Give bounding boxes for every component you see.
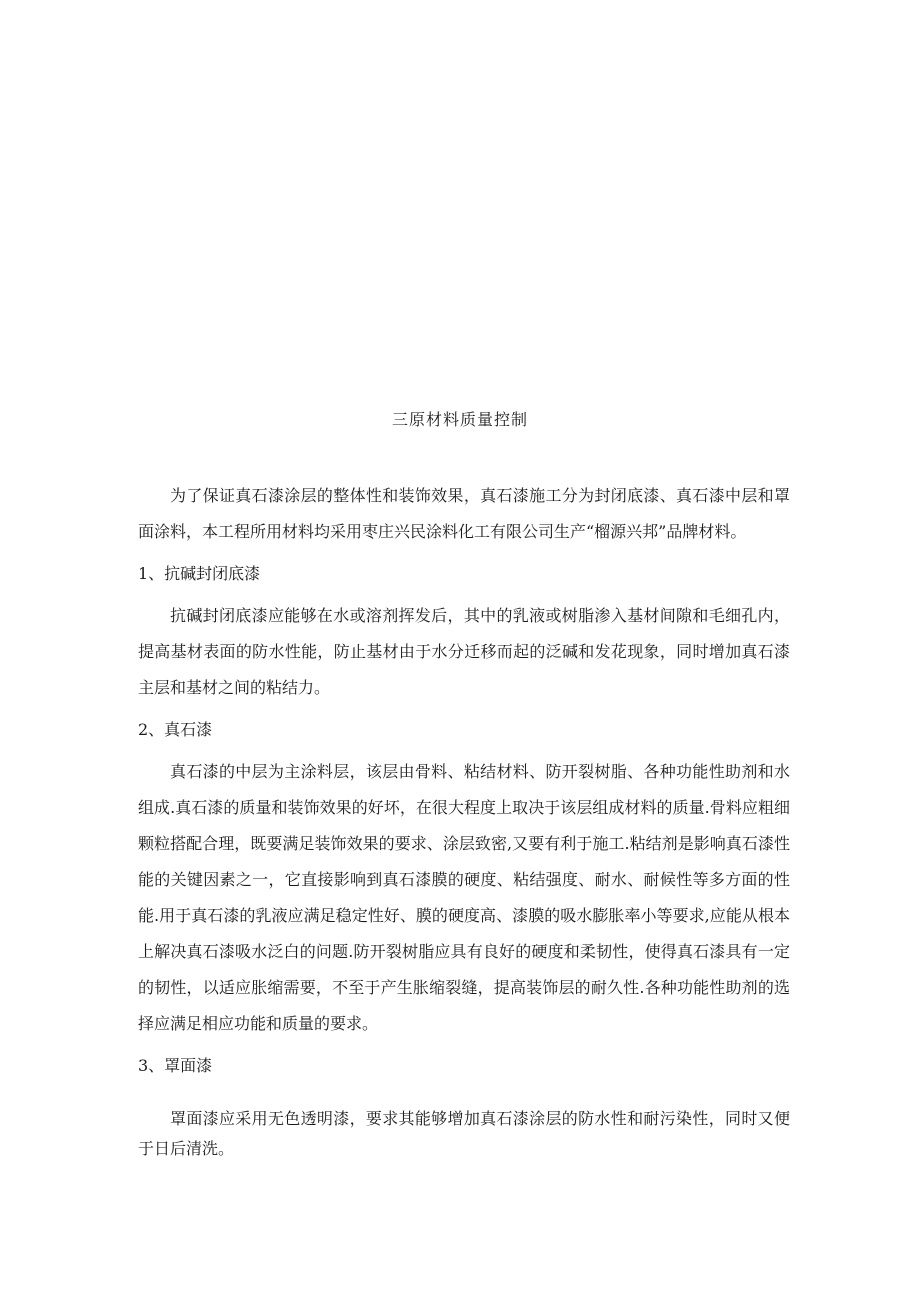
intro-paragraph: 为了保证真石漆涂层的整体性和装饰效果，真石漆施工分为封闭底漆、真石漆中层和罩面涂料，本工程所用材料均采用枣庄兴民涂料化工有限公司生产“榴源兴邦”品牌材料。: [138, 486, 790, 541]
section-body-2: 真石漆的中层为主涂料层，该层由骨料、粘结材料、防开裂树脂、各种功能性助剂和水组成.真石漆的质量和装饰效果的好坏，在很大程度上取决于该层组成材料的质量.骨料应粗细颗粒搭配合理，既要满足装饰效果的要求、涂层致密,又要有利于施工.粘结剂是影响真石漆性能的关键因素之一，它直接影响到真石漆膜的硬度、粘结强度、耐水、耐候性等多方面的性能.用于真石漆的乳液应满足稳定性好、膜的硬度高、漆膜的吸水膨胀率小等要求,应能从根本上解决真石漆吸水泛白的问题.防开裂树脂应具有良好的硬度和柔韧性，使得真石漆具有一定的韧性，以适应胀缩需要，不至于产生胀缩裂缝，提高装饰层的耐久性.各种功能性助剂的选择应满足相应功能和质量的要求。: [138, 762, 790, 1033]
section-body-3: 罩面漆应采用无色透明漆，要求其能够增加真石漆涂层的防水性和耐污染性，同时又便于日后清洗。: [138, 1109, 790, 1158]
document-body: [138, 478, 790, 1164]
section-heading-1: 1、抗碱封闭底漆: [138, 564, 261, 583]
section-body-1: 抗碱封闭底漆应能够在水或溶剂挥发后，其中的乳液或树脂渗入基材间隙和毛细孔内，提高基材表面的防水性能，防止基材由于水分迁移而起的泛碱和发花现象，同时增加真石漆主层和基材之间的粘结力。: [138, 606, 790, 697]
page-title: 三原材料质量控制: [391, 410, 528, 429]
section-heading-3: 3、罩面漆: [138, 1056, 213, 1075]
section-heading-2: 2、真石漆: [138, 720, 213, 739]
